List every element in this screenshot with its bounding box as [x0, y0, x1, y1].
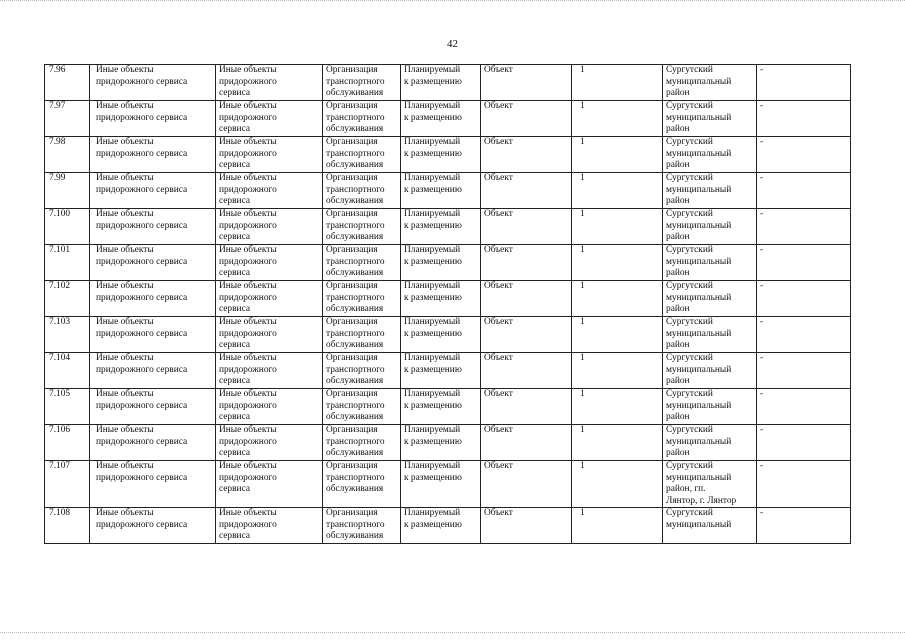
note-cell: -: [757, 317, 851, 353]
object-status-cell: Планируемый к размещению: [401, 65, 481, 101]
row-number-cell: 7.101: [45, 245, 90, 281]
object-status-cell: Планируемый к размещению: [401, 137, 481, 173]
row-number-cell: 7.104: [45, 353, 90, 389]
table-row: [45, 508, 851, 544]
table-row: [45, 389, 851, 425]
row-number-cell: 7.96: [45, 65, 90, 101]
object-name-cell: Иные объекты придорожного сервиса: [90, 209, 216, 245]
note-cell: -: [757, 353, 851, 389]
quantity-cell: 1: [572, 209, 663, 245]
object-purpose-cell: Организация транспортного обслуживания: [323, 281, 401, 317]
object-kind-cell: Иные объекты придорожного сервиса: [216, 137, 323, 173]
unit-of-measure-cell: Объект: [481, 245, 572, 281]
row-number-cell: 7.108: [45, 508, 90, 544]
object-status-cell: Планируемый к размещению: [401, 245, 481, 281]
object-purpose-cell: Организация транспортного обслуживания: [323, 173, 401, 209]
table-row: [45, 245, 851, 281]
quantity-cell: 1: [572, 461, 663, 508]
table-row: [45, 281, 851, 317]
quantity-cell: 1: [572, 101, 663, 137]
quantity-cell: 1: [572, 389, 663, 425]
scan-edge-bottom: [0, 632, 905, 635]
unit-of-measure-cell: Объект: [481, 65, 572, 101]
table-row: [45, 137, 851, 173]
quantity-cell: 1: [572, 137, 663, 173]
note-cell: -: [757, 101, 851, 137]
quantity-cell: 1: [572, 353, 663, 389]
object-kind-cell: Иные объекты придорожного сервиса: [216, 101, 323, 137]
location-cell: Сургутский муниципальный район: [663, 425, 757, 461]
object-status-cell: Планируемый к размещению: [401, 425, 481, 461]
object-kind-cell: Иные объекты придорожного сервиса: [216, 209, 323, 245]
row-number-cell: 7.102: [45, 281, 90, 317]
location-cell: Сургутский муниципальный район: [663, 209, 757, 245]
scan-edge-top: [0, 0, 905, 3]
page-number: 42: [447, 38, 458, 50]
table-body: [45, 65, 851, 544]
object-kind-cell: Иные объекты придорожного сервиса: [216, 508, 323, 544]
unit-of-measure-cell: Объект: [481, 353, 572, 389]
object-kind-cell: Иные объекты придорожного сервиса: [216, 425, 323, 461]
note-cell: -: [757, 508, 851, 544]
object-name-cell: Иные объекты придорожного сервиса: [90, 281, 216, 317]
object-kind-cell: Иные объекты придорожного сервиса: [216, 281, 323, 317]
object-kind-cell: Иные объекты придорожного сервиса: [216, 353, 323, 389]
object-name-cell: Иные объекты придорожного сервиса: [90, 173, 216, 209]
object-status-cell: Планируемый к размещению: [401, 508, 481, 544]
object-name-cell: Иные объекты придорожного сервиса: [90, 137, 216, 173]
note-cell: -: [757, 389, 851, 425]
quantity-cell: 1: [572, 317, 663, 353]
object-purpose-cell: Организация транспортного обслуживания: [323, 317, 401, 353]
note-cell: -: [757, 425, 851, 461]
object-purpose-cell: Организация транспортного обслуживания: [323, 425, 401, 461]
object-purpose-cell: Организация транспортного обслуживания: [323, 137, 401, 173]
unit-of-measure-cell: Объект: [481, 281, 572, 317]
object-status-cell: Планируемый к размещению: [401, 389, 481, 425]
location-cell: Сургутский муниципальный район: [663, 281, 757, 317]
object-name-cell: Иные объекты придорожного сервиса: [90, 101, 216, 137]
object-status-cell: Планируемый к размещению: [401, 353, 481, 389]
location-cell: Сургутский муниципальный район, гп. Лянтор, г. Лянтор: [663, 461, 757, 508]
table-row: [45, 209, 851, 245]
location-cell: Сургутский муниципальный район: [663, 101, 757, 137]
row-number-cell: 7.105: [45, 389, 90, 425]
table-row: [45, 461, 851, 508]
quantity-cell: 1: [572, 425, 663, 461]
location-cell: Сургутский муниципальный: [663, 508, 757, 544]
note-cell: -: [757, 137, 851, 173]
unit-of-measure-cell: Объект: [481, 461, 572, 508]
location-cell: Сургутский муниципальный район: [663, 389, 757, 425]
note-cell: -: [757, 65, 851, 101]
note-cell: -: [757, 173, 851, 209]
note-cell: -: [757, 461, 851, 508]
note-cell: -: [757, 209, 851, 245]
location-cell: Сургутский муниципальный район: [663, 353, 757, 389]
object-status-cell: Планируемый к размещению: [401, 209, 481, 245]
quantity-cell: 1: [572, 245, 663, 281]
unit-of-measure-cell: Объект: [481, 508, 572, 544]
object-status-cell: Планируемый к размещению: [401, 461, 481, 508]
object-purpose-cell: Организация транспортного обслуживания: [323, 209, 401, 245]
object-purpose-cell: Организация транспортного обслуживания: [323, 245, 401, 281]
object-purpose-cell: Организация транспортного обслуживания: [323, 353, 401, 389]
table-row: [45, 173, 851, 209]
object-kind-cell: Иные объекты придорожного сервиса: [216, 65, 323, 101]
row-number-cell: 7.106: [45, 425, 90, 461]
object-name-cell: Иные объекты придорожного сервиса: [90, 65, 216, 101]
unit-of-measure-cell: Объект: [481, 173, 572, 209]
unit-of-measure-cell: Объект: [481, 101, 572, 137]
table-row: [45, 65, 851, 101]
row-number-cell: 7.98: [45, 137, 90, 173]
object-status-cell: Планируемый к размещению: [401, 101, 481, 137]
object-status-cell: Планируемый к размещению: [401, 281, 481, 317]
object-name-cell: Иные объекты придорожного сервиса: [90, 353, 216, 389]
location-cell: Сургутский муниципальный район: [663, 65, 757, 101]
row-number-cell: 7.100: [45, 209, 90, 245]
table-row: [45, 353, 851, 389]
quantity-cell: 1: [572, 65, 663, 101]
object-kind-cell: Иные объекты придорожного сервиса: [216, 173, 323, 209]
unit-of-measure-cell: Объект: [481, 209, 572, 245]
unit-of-measure-cell: Объект: [481, 425, 572, 461]
object-status-cell: Планируемый к размещению: [401, 317, 481, 353]
object-name-cell: Иные объекты придорожного сервиса: [90, 389, 216, 425]
row-number-cell: 7.97: [45, 101, 90, 137]
quantity-cell: 1: [572, 281, 663, 317]
unit-of-measure-cell: Объект: [481, 389, 572, 425]
location-cell: Сургутский муниципальный район: [663, 245, 757, 281]
unit-of-measure-cell: Объект: [481, 137, 572, 173]
object-name-cell: Иные объекты придорожного сервиса: [90, 245, 216, 281]
location-cell: Сургутский муниципальный район: [663, 317, 757, 353]
row-number-cell: 7.103: [45, 317, 90, 353]
object-purpose-cell: Организация транспортного обслуживания: [323, 461, 401, 508]
table-row: [45, 317, 851, 353]
location-cell: Сургутский муниципальный район: [663, 137, 757, 173]
object-purpose-cell: Организация транспортного обслуживания: [323, 101, 401, 137]
note-cell: -: [757, 245, 851, 281]
quantity-cell: 1: [572, 508, 663, 544]
object-name-cell: Иные объекты придорожного сервиса: [90, 317, 216, 353]
object-kind-cell: Иные объекты придорожного сервиса: [216, 245, 323, 281]
note-cell: -: [757, 281, 851, 317]
location-cell: Сургутский муниципальный район: [663, 173, 757, 209]
row-number-cell: 7.107: [45, 461, 90, 508]
object-purpose-cell: Организация транспортного обслуживания: [323, 389, 401, 425]
object-kind-cell: Иные объекты придорожного сервиса: [216, 461, 323, 508]
row-number-cell: 7.99: [45, 173, 90, 209]
object-name-cell: Иные объекты придорожного сервиса: [90, 508, 216, 544]
unit-of-measure-cell: Объект: [481, 317, 572, 353]
object-name-cell: Иные объекты придорожного сервиса: [90, 425, 216, 461]
object-status-cell: Планируемый к размещению: [401, 173, 481, 209]
object-name-cell: Иные объекты придорожного сервиса: [90, 461, 216, 508]
table-row: [45, 425, 851, 461]
object-purpose-cell: Организация транспортного обслуживания: [323, 508, 401, 544]
quantity-cell: 1: [572, 173, 663, 209]
object-purpose-cell: Организация транспортного обслуживания: [323, 65, 401, 101]
object-kind-cell: Иные объекты придорожного сервиса: [216, 317, 323, 353]
table-row: [45, 101, 851, 137]
objects-table: [44, 64, 851, 544]
object-kind-cell: Иные объекты придорожного сервиса: [216, 389, 323, 425]
